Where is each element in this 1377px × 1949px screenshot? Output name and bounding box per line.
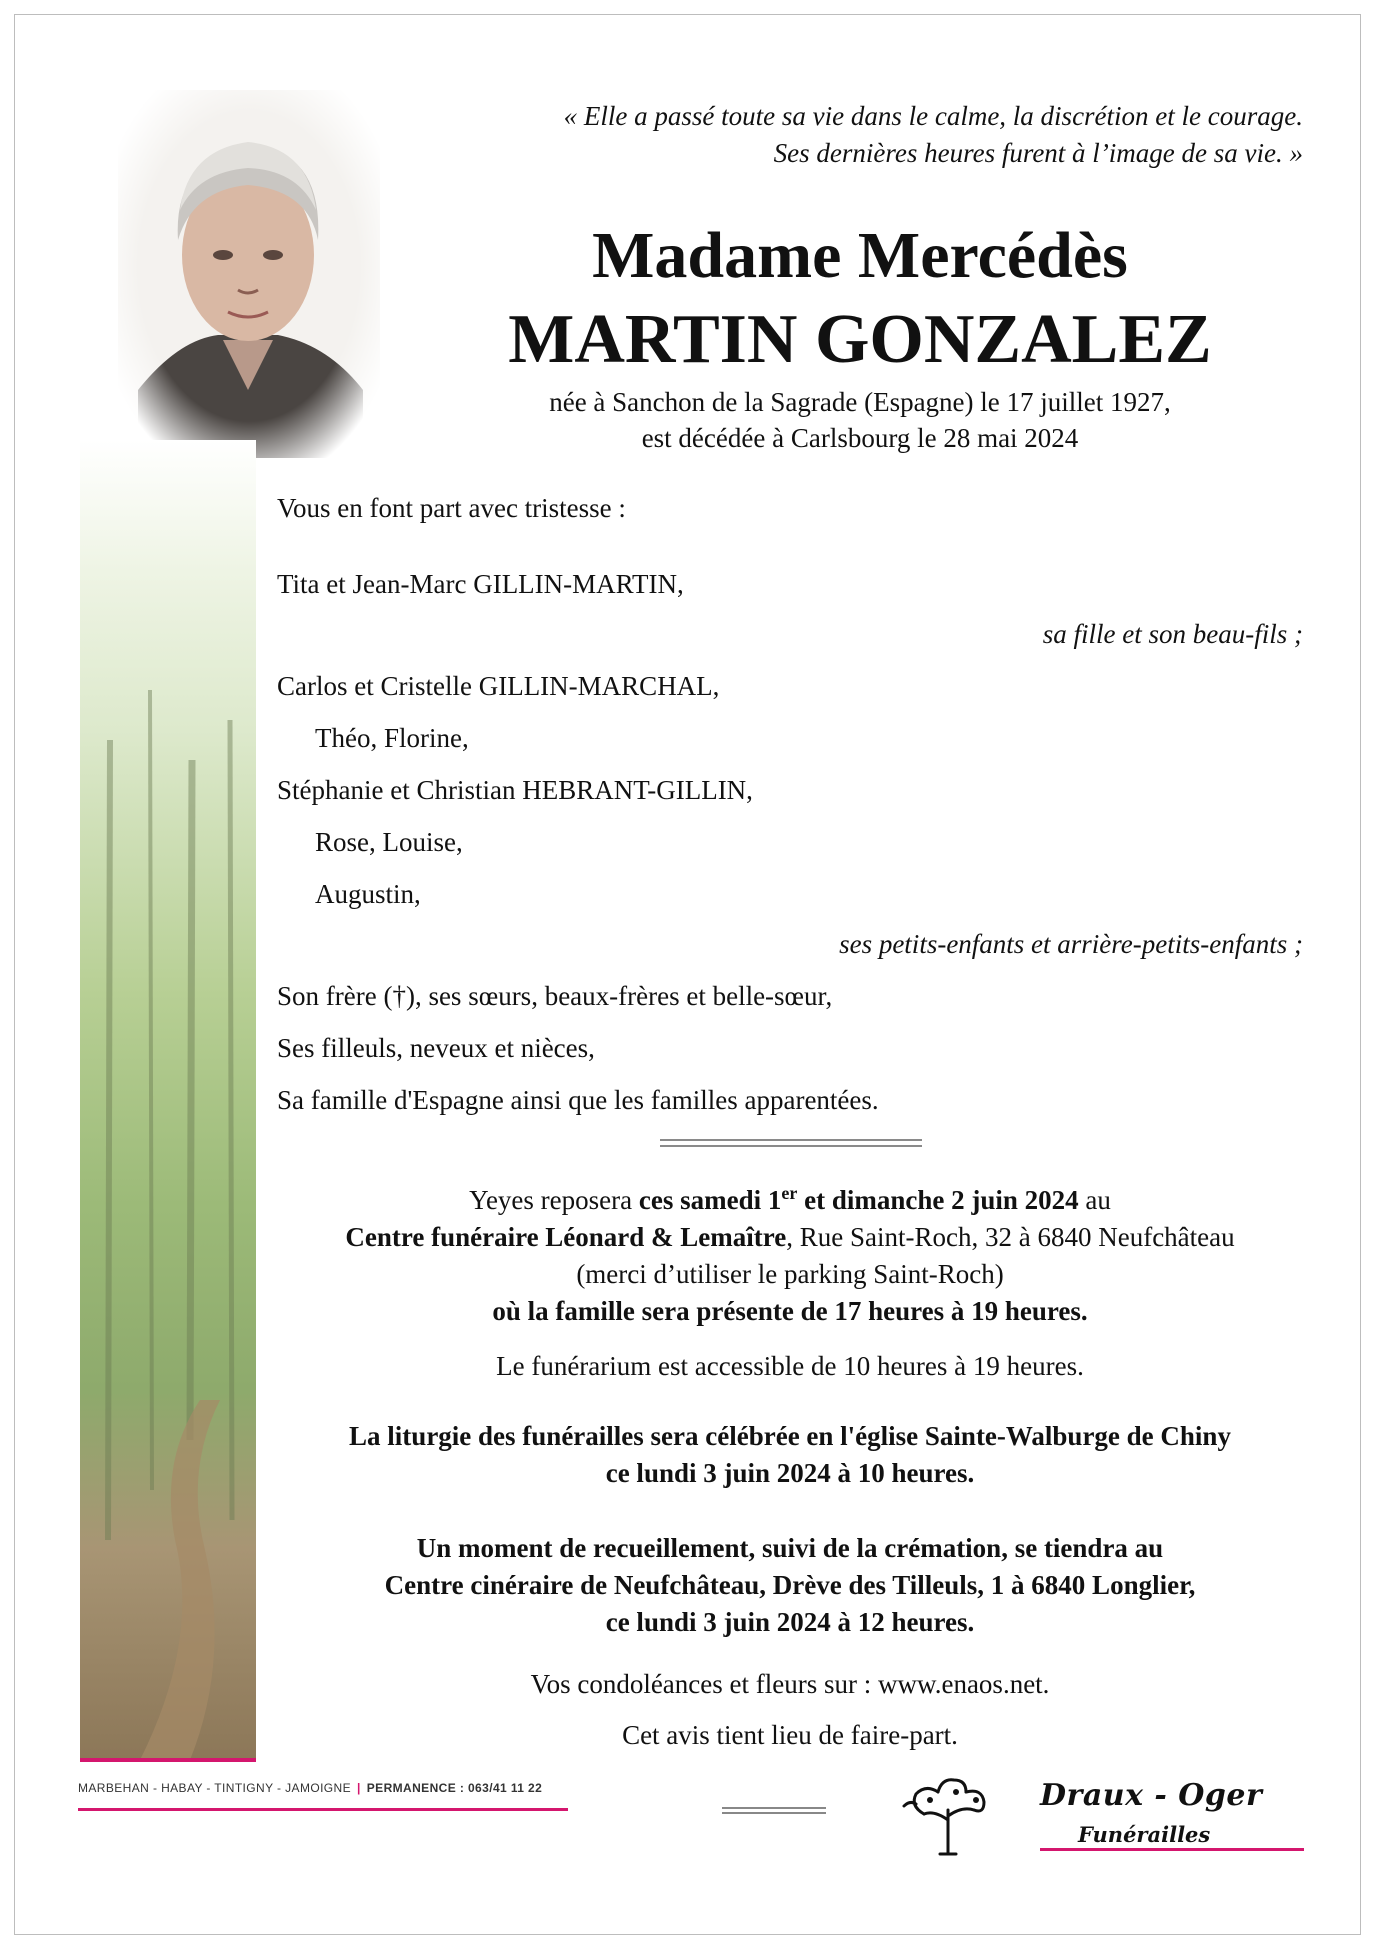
funeral-center-name: Centre funéraire Léonard & Lemaître bbox=[345, 1222, 787, 1252]
brand-subtitle: Funérailles bbox=[1078, 1822, 1211, 1847]
forest-path-image bbox=[80, 440, 256, 1760]
family-great-grandchildren-3: Augustin, bbox=[315, 879, 421, 909]
footer-accent-line-right bbox=[1040, 1848, 1304, 1851]
family-spain: Sa famille d'Espagne ainsi que les familles apparentées. bbox=[277, 1085, 879, 1115]
footer-separator-top bbox=[722, 1807, 826, 1809]
family-intro: Vous en font part avec tristesse : bbox=[277, 493, 626, 523]
tree-logo-icon bbox=[896, 1770, 998, 1856]
birth-line: née à Sanchon de la Sagrade (Espagne) le 17 juillet 1927, bbox=[549, 387, 1171, 417]
deceased-first-name: Madame Mercédès bbox=[592, 219, 1128, 292]
cremation-line-3: ce lundi 3 juin 2024 à 12 heures. bbox=[605, 1607, 975, 1637]
separator-double-bottom bbox=[660, 1145, 922, 1147]
cremation-line-2: Centre cinéraire de Neufchâteau, Drève des Tilleuls, 1 à 6840 Longlier, bbox=[384, 1570, 1196, 1600]
visitation-suffix: au bbox=[1078, 1185, 1111, 1215]
visitation-line-1 bbox=[250, 1175, 1330, 1219]
notice-line: Cet avis tient lieu de faire-part. bbox=[622, 1720, 958, 1750]
visitation-superscript: er bbox=[781, 1183, 798, 1203]
strip-accent-line bbox=[80, 1758, 256, 1762]
footer-accent-line-left bbox=[78, 1808, 568, 1811]
liturgy-line-2: ce lundi 3 juin 2024 à 10 heures. bbox=[605, 1458, 975, 1488]
family-daughter: Tita et Jean-Marc GILLIN-MARTIN, bbox=[277, 569, 684, 599]
death-line: est décédée à Carlsbourg le 28 mai 2024 bbox=[641, 423, 1079, 453]
portrait-photo bbox=[118, 90, 380, 458]
family-grandchild-1: Carlos et Cristelle GILLIN-MARCHAL, bbox=[277, 671, 720, 701]
footer-towns: MARBEHAN - HABAY - TINTIGNY - JAMOIGNE bbox=[78, 1781, 352, 1795]
visitation-parking: (merci d’utiliser le parking Saint-Roch) bbox=[576, 1259, 1004, 1289]
family-great-grandchildren-1: Théo, Florine, bbox=[315, 723, 469, 753]
family-grandchild-2: Stéphanie et Christian HEBRANT-GILLIN, bbox=[277, 775, 753, 805]
quote-line-1: « Elle a passé toute sa vie dans le calme, la discrétion et le courage. bbox=[563, 101, 1303, 131]
cremation-line-1: Un moment de recueillement, suivi de la crémation, se tiendra au bbox=[416, 1533, 1164, 1563]
funerarium-hours: Le funérarium est accessible de 10 heures à 19 heures. bbox=[496, 1351, 1084, 1381]
visitation-dates-start: ces samedi 1 bbox=[638, 1185, 782, 1215]
visitation-family-hours: où la famille sera présente de 17 heures à 19 heures. bbox=[492, 1296, 1088, 1326]
brand-name: Draux - Oger bbox=[1040, 1778, 1263, 1813]
visitation-info bbox=[250, 1175, 1330, 1330]
condolences-line: Vos condoléances et fleurs sur : www.enaos.net. bbox=[530, 1669, 1050, 1699]
footer-contact bbox=[78, 1781, 542, 1795]
family-godchildren: Ses filleuls, neveux et nièces, bbox=[277, 1033, 595, 1063]
visitation-prefix: Yeyes reposera bbox=[469, 1185, 639, 1215]
birth-death-info bbox=[420, 384, 1300, 456]
quote-line-2: Ses dernières heures furent à l’image de sa vie. » bbox=[773, 138, 1303, 168]
family-daughter-role: sa fille et son beau-fils ; bbox=[1042, 619, 1303, 649]
footer-separator-bottom bbox=[722, 1812, 826, 1814]
family-grandchildren-role: ses petits-enfants et arrière-petits-enfants ; bbox=[839, 929, 1303, 959]
footer-divider: | bbox=[357, 1781, 361, 1795]
funeral-center-address: , Rue Saint-Roch, 32 à 6840 Neufchâteau bbox=[786, 1222, 1235, 1252]
visitation-line-2 bbox=[250, 1219, 1330, 1256]
epitaph-quote bbox=[403, 98, 1303, 172]
visitation-dates-end: et dimanche 2 juin 2024 bbox=[797, 1185, 1079, 1215]
liturgy-line-1: La liturgie des funérailles sera célébrée en l'église Sainte-Walburge de Chiny bbox=[349, 1421, 1231, 1451]
footer-permanence: PERMANENCE : 063/41 11 22 bbox=[366, 1781, 543, 1795]
cremation-info bbox=[250, 1530, 1330, 1641]
liturgy-info bbox=[250, 1418, 1330, 1492]
separator-double-top bbox=[660, 1139, 922, 1141]
deceased-last-name: MARTIN GONZALEZ bbox=[508, 301, 1212, 378]
family-siblings: Son frère (†), ses sœurs, beaux-frères et belle-sœur, bbox=[277, 981, 833, 1011]
family-great-grandchildren-2: Rose, Louise, bbox=[315, 827, 463, 857]
